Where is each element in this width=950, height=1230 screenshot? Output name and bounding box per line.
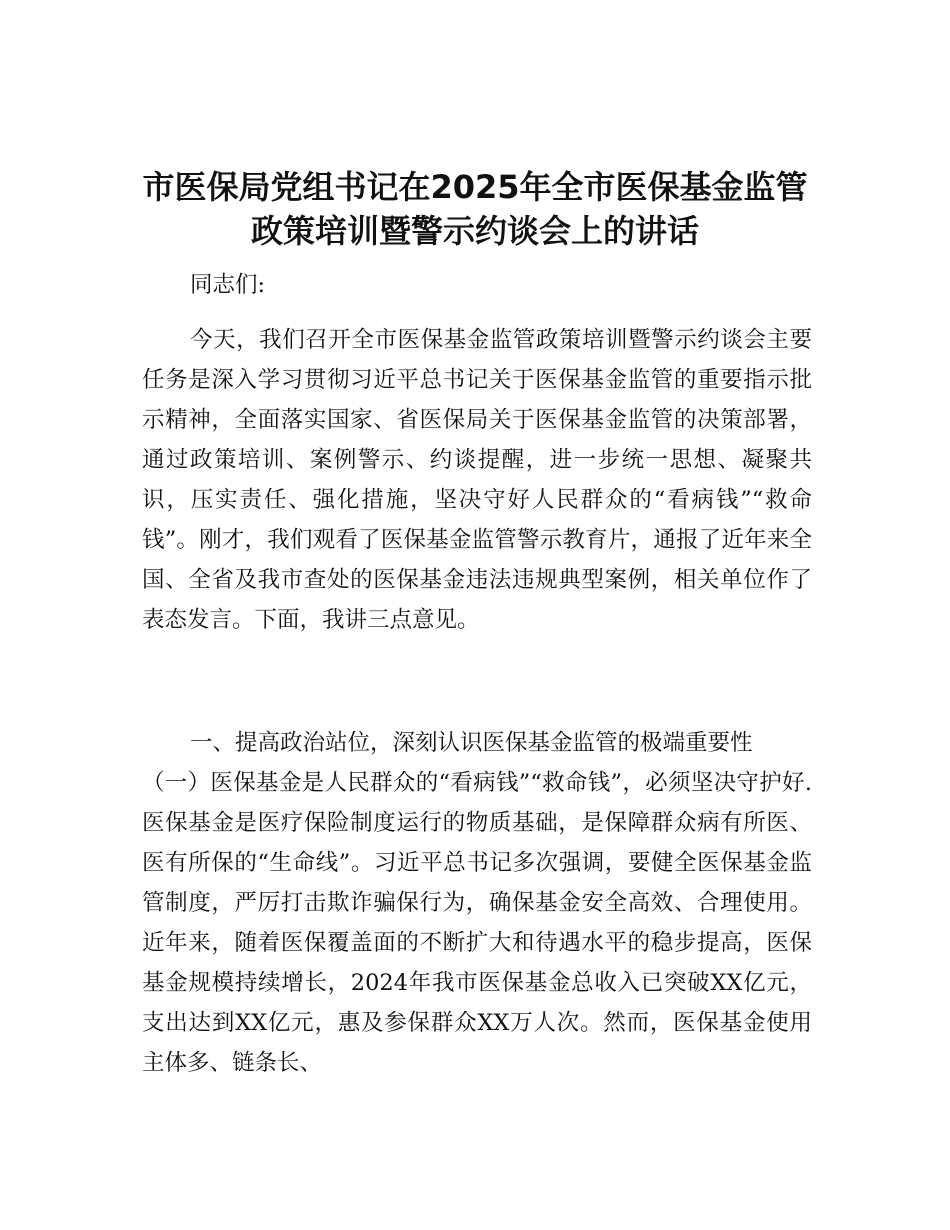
salutation: 同志们: bbox=[190, 272, 266, 298]
subsection-paragraph-1: （一）医保基金是人民群众的“看病钱”“救命钱”，必须坚决守护好.医保基金是医疗保险制度运行的物质基础，是保障群众病有所医、医有所保的“生命线”。习近平总书记多次强调，要健全医保基金监管制度，严厉打击欺诈骗保行为，确保基金安全高效、合理使用。近年来，随着医保覆盖面的不断扩大和待遇水平的稳步提高，医保基金规模持续增长，2024年我市医保基金总收入已突破XX亿元，支出达到XX亿元，惠及参保群众XX万人次。然而，医保基金使用主体多、链条长、 bbox=[142, 770, 812, 1076]
section-heading-1: 一、提高政治站位，深刻认识医保基金监管的极端重要性 bbox=[190, 730, 753, 756]
opening-paragraph: 今天，我们召开全市医保基金监管政策培训暨警示约谈会主要任务是深入学习贯彻习近平总书记关于医保基金监管的重要指示批示精神，全面落实国家、省医保局关于医保基金监管的决策部署，通过政策培训、案例警示、约谈提醒，进一步统一思想、凝聚共识，压实责任、强化措施，坚决守好人民群众的“看病钱”“救命钱”。刚才，我们观看了医保基金监管警示教育片，通报了近年来全国、全省及我市查处的医保基金违法违规典型案例，相关单位作了表态发言。下面，我讲三点意见。 bbox=[142, 327, 812, 633]
document-title-line-2: 政策培训暨警示约谈会上的讲话 bbox=[250, 212, 699, 250]
document-title-line-1: 市医保局党组书记在2025年全市医保基金监管 bbox=[142, 168, 808, 206]
